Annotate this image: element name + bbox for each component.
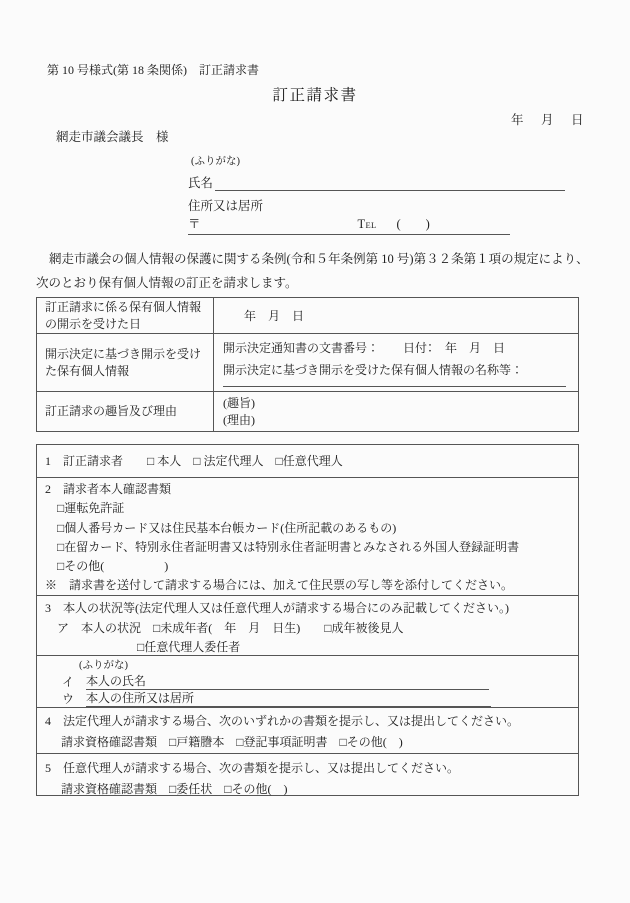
identity-documents-row — [37, 477, 578, 595]
principal-address-kana: ウ — [62, 692, 75, 706]
doc-date-label: 日付： 年 月 日 — [403, 341, 506, 355]
intro-paragraph: 網走市議会の個人情報の保護に関する条例(令和５年条例第 10 号)第３２条第１項の規定により、次のとおり保有個人情報の訂正を請求します。 — [36, 252, 589, 290]
form-title: 訂正請求書 — [272, 87, 358, 104]
requester-details-table — [36, 444, 579, 796]
table-row — [37, 333, 578, 391]
disclosure-date-label: 訂正請求に係る保有個人情報の開示を受けた日 — [37, 298, 214, 333]
date-placeholder: 年 月 日 — [511, 113, 587, 127]
checkbox-voluntary-delegator: □任意代理人委任者 — [137, 640, 241, 654]
checkbox-other-document: □その他( ) — [57, 559, 169, 574]
table-row — [37, 391, 578, 431]
legal-representative-row — [37, 707, 578, 753]
furigana-label: (ふりがな) — [191, 156, 240, 167]
postal-tel-row — [188, 214, 510, 235]
doc-number-label: 開示決定通知書の文書番号： — [223, 341, 380, 355]
addressee-line: 網走市議会議長 様 — [56, 130, 169, 144]
name-blank-field — [215, 171, 565, 191]
name-label: 氏名 — [188, 176, 214, 190]
principal-status-row — [37, 595, 578, 655]
identity-documents-heading: 2 請求者本人確認書類 — [45, 482, 172, 496]
checkbox-drivers-license: □運転免許証 — [57, 501, 125, 516]
principal-status-heading: 3 本人の状況等(法定代理人又は任意代理人が請求する場合にのみ記載してください。) — [45, 601, 509, 615]
legal-representative-heading: 4 法定代理人が請求する場合、次のいずれかの書類を提示し、又は提出してください。 — [45, 714, 520, 728]
principal-address-row — [62, 691, 491, 707]
purport-reason-cell — [214, 392, 578, 431]
tel-label: TEL — [357, 217, 377, 231]
principal-status-checkboxes: ア 本人の状況 □未成年者( 年 月 日生) □成年被後見人 — [57, 620, 404, 635]
tel-parens-blank: ( ) — [396, 217, 430, 231]
principal-name-address-row — [37, 655, 578, 707]
address-label: 住所又は居所 — [188, 199, 264, 213]
principal-name-label: 本人の氏名 — [86, 674, 147, 688]
voluntary-representative-checkboxes: 請求資格確認書類 □委任状 □その他( ) — [61, 781, 288, 796]
disclosure-date-value: 年 月 日 — [244, 308, 305, 323]
name-field-row — [188, 172, 565, 191]
table-row — [37, 298, 578, 333]
checkbox-residence-card: □在留カード、特別永住者証明書又は特別永住者証明書とみなされる外国人登録証明書 — [57, 539, 520, 554]
mailing-note: ※ 請求書を送付して請求する場合には、加えて住民票の写し等を添付してください。 — [45, 578, 514, 593]
doc-number-line — [223, 340, 578, 356]
principal-furigana-label: (ふりがな) — [79, 660, 128, 671]
purport-label: (趣旨) — [223, 396, 255, 410]
form-number-line: 第 10 号様式(第 18 条関係) 訂正請求書 — [47, 63, 259, 77]
voluntary-representative-row — [37, 753, 578, 795]
principal-address-label: 本人の住所又は居所 — [86, 691, 195, 705]
disclosure-info-table — [36, 297, 579, 432]
voluntary-representative-heading: 5 任意代理人が請求する場合、次の書類を提示し、又は提出してください。 — [45, 761, 460, 775]
disclosed-info-cell — [214, 334, 578, 391]
legal-representative-checkboxes: 請求資格確認書類 □戸籍謄本 □登記事項証明書 □その他( ) — [61, 734, 403, 749]
info-name-label: 開示決定に基づき開示を受けた保有個人情報の名称等： — [223, 363, 524, 377]
principal-name-kana: イ — [62, 675, 75, 689]
checkbox-mynumber-card: □個人番号カード又は住民基本台帳カード(住所記載のあるもの) — [57, 520, 397, 535]
principal-address-blank-field — [86, 689, 491, 707]
principal-name-blank-field — [86, 672, 489, 690]
postal-mark: 〒 — [188, 217, 201, 231]
reason-label: (理由) — [223, 413, 255, 427]
purport-reason-label: 訂正請求の趣旨及び理由 — [37, 392, 214, 431]
info-name-blank-field — [223, 386, 566, 387]
disclosed-info-label: 開示決定に基づき開示を受けた保有個人情報 — [37, 334, 214, 391]
requester-type-row: 1 訂正請求者 □ 本人 □ 法定代理人 □任意代理人 — [45, 454, 343, 468]
principal-name-row — [62, 674, 489, 690]
